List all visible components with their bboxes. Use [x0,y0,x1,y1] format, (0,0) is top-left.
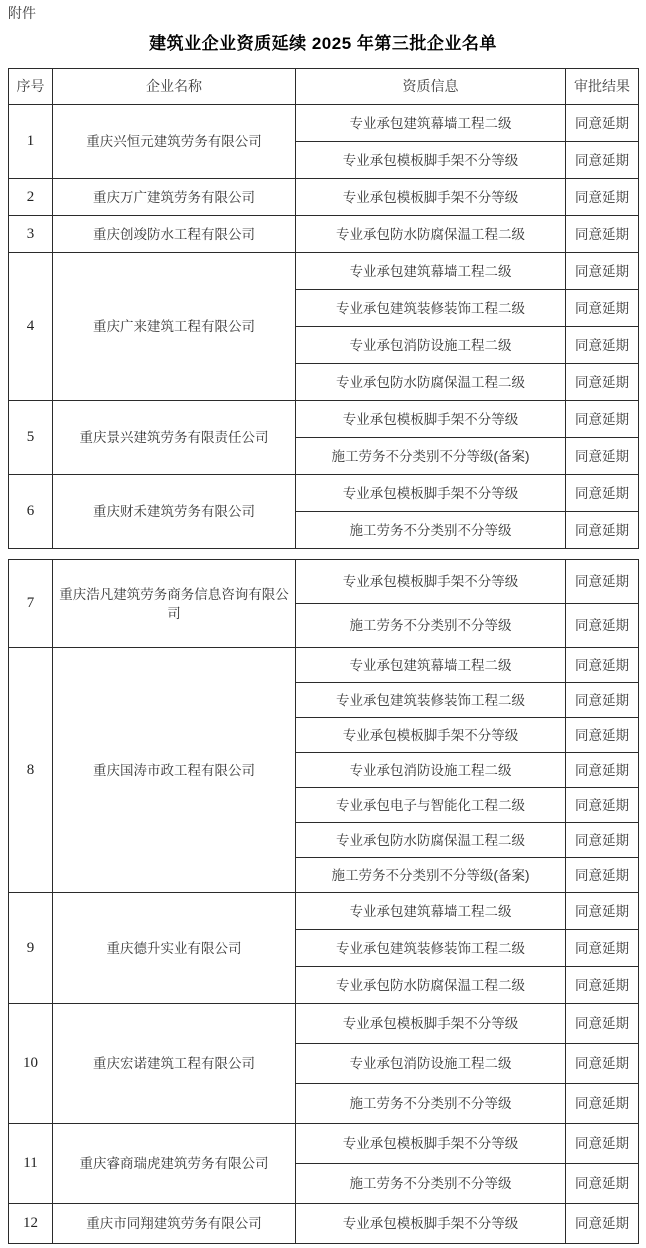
table-row [9,560,639,604]
qualification-cell: 专业承包建筑装修装饰工程二级 [296,290,566,327]
result-cell: 同意延期 [566,216,639,253]
company-cell: 重庆景兴建筑劳务有限责任公司 [53,401,296,475]
result-cell: 同意延期 [566,788,639,823]
qualification-cell: 专业承包电子与智能化工程二级 [296,788,566,823]
company-cell: 重庆创竣防水工程有限公司 [53,216,296,253]
result-cell: 同意延期 [566,823,639,858]
table-row [9,1124,639,1164]
result-cell: 同意延期 [566,893,639,930]
serial-cell: 1 [9,105,53,179]
page-title: 建筑业企业资质延续 2025 年第三批企业名单 [149,34,497,53]
result-header: 审批结果 [566,69,639,105]
qualification-cell: 专业承包防水防腐保温工程二级 [296,967,566,1004]
qualification-cell: 施工劳务不分类别不分等级 [296,1164,566,1204]
qualification-cell: 专业承包消防设施工程二级 [296,1044,566,1084]
qualification-cell: 施工劳务不分类别不分等级 [296,1084,566,1124]
qualification-cell: 专业承包消防设施工程二级 [296,327,566,364]
serial-cell: 3 [9,216,53,253]
header-row [9,69,639,105]
result-cell: 同意延期 [566,718,639,753]
result-cell: 同意延期 [566,401,639,438]
qualification-cell: 专业承包防水防腐保温工程二级 [296,364,566,401]
result-cell: 同意延期 [566,364,639,401]
result-cell: 同意延期 [566,1204,639,1244]
company-cell: 重庆国涛市政工程有限公司 [53,648,296,893]
serial-cell: 11 [9,1124,53,1204]
result-cell: 同意延期 [566,683,639,718]
serial-cell: 7 [9,560,53,648]
result-cell: 同意延期 [566,1044,639,1084]
serial-cell: 6 [9,475,53,549]
qualification-cell: 施工劳务不分类别不分等级 [296,512,566,549]
result-cell: 同意延期 [566,290,639,327]
qualification-table-segment [8,559,639,1244]
qualification-cell: 专业承包建筑装修装饰工程二级 [296,683,566,718]
company-cell: 重庆睿商瑞虎建筑劳务有限公司 [53,1124,296,1204]
result-cell: 同意延期 [566,327,639,364]
qualification-table-segment [8,68,639,549]
qualification-cell: 专业承包建筑幕墙工程二级 [296,105,566,142]
serial-cell: 2 [9,179,53,216]
serial-cell: 10 [9,1004,53,1124]
table-row [9,1204,639,1244]
table-row [9,475,639,512]
table-row [9,253,639,290]
result-cell: 同意延期 [566,475,639,512]
serial-cell: 4 [9,253,53,401]
table-row [9,893,639,930]
qualification-cell: 专业承包模板脚手架不分等级 [296,142,566,179]
company-cell: 重庆市同翔建筑劳务有限公司 [53,1204,296,1244]
result-cell: 同意延期 [566,753,639,788]
table-row [9,401,639,438]
qualification-cell: 专业承包模板脚手架不分等级 [296,718,566,753]
qualification-cell: 专业承包模板脚手架不分等级 [296,401,566,438]
company-cell: 重庆宏诺建筑工程有限公司 [53,1004,296,1124]
qualification-cell: 专业承包模板脚手架不分等级 [296,179,566,216]
result-cell: 同意延期 [566,253,639,290]
qualification-cell: 专业承包模板脚手架不分等级 [296,560,566,604]
qualification-cell: 专业承包模板脚手架不分等级 [296,1204,566,1244]
attachment-label: 附件 [8,5,36,21]
qualification-cell: 专业承包防水防腐保温工程二级 [296,216,566,253]
result-cell: 同意延期 [566,1084,639,1124]
qualification-cell: 专业承包模板脚手架不分等级 [296,1004,566,1044]
company-cell: 重庆广来建筑工程有限公司 [53,253,296,401]
result-cell: 同意延期 [566,560,639,604]
result-cell: 同意延期 [566,648,639,683]
result-cell: 同意延期 [566,604,639,648]
table-row [9,1004,639,1044]
qualification-cell: 施工劳务不分类别不分等级(备案) [296,438,566,475]
qualification-table-container [8,68,638,1244]
serial-cell: 5 [9,401,53,475]
qualification-cell: 专业承包建筑幕墙工程二级 [296,648,566,683]
company-header: 企业名称 [53,69,296,105]
result-cell: 同意延期 [566,438,639,475]
qualification-cell: 专业承包建筑幕墙工程二级 [296,253,566,290]
company-cell: 重庆财禾建筑劳务有限公司 [53,475,296,549]
qualification-cell: 专业承包建筑装修装饰工程二级 [296,930,566,967]
serial-cell: 8 [9,648,53,893]
table-row [9,216,639,253]
qualification-header: 资质信息 [296,69,566,105]
company-cell: 重庆德升实业有限公司 [53,893,296,1004]
qualification-cell: 专业承包模板脚手架不分等级 [296,475,566,512]
company-cell: 重庆万广建筑劳务有限公司 [53,179,296,216]
qualification-cell: 专业承包消防设施工程二级 [296,753,566,788]
result-cell: 同意延期 [566,142,639,179]
serial-cell: 12 [9,1204,53,1244]
table-row [9,648,639,683]
result-cell: 同意延期 [566,1124,639,1164]
result-cell: 同意延期 [566,858,639,893]
result-cell: 同意延期 [566,1164,639,1204]
serial-header: 序号 [9,69,53,105]
qualification-cell: 施工劳务不分类别不分等级(备案) [296,858,566,893]
qualification-cell: 施工劳务不分类别不分等级 [296,604,566,648]
qualification-cell: 专业承包建筑幕墙工程二级 [296,893,566,930]
table-row [9,105,639,142]
result-cell: 同意延期 [566,105,639,142]
result-cell: 同意延期 [566,179,639,216]
result-cell: 同意延期 [566,512,639,549]
result-cell: 同意延期 [566,1004,639,1044]
company-cell: 重庆兴恒元建筑劳务有限公司 [53,105,296,179]
table-row [9,179,639,216]
company-cell: 重庆浩凡建筑劳务商务信息咨询有限公司 [53,560,296,648]
qualification-cell: 专业承包模板脚手架不分等级 [296,1124,566,1164]
result-cell: 同意延期 [566,930,639,967]
result-cell: 同意延期 [566,967,639,1004]
serial-cell: 9 [9,893,53,1004]
qualification-cell: 专业承包防水防腐保温工程二级 [296,823,566,858]
